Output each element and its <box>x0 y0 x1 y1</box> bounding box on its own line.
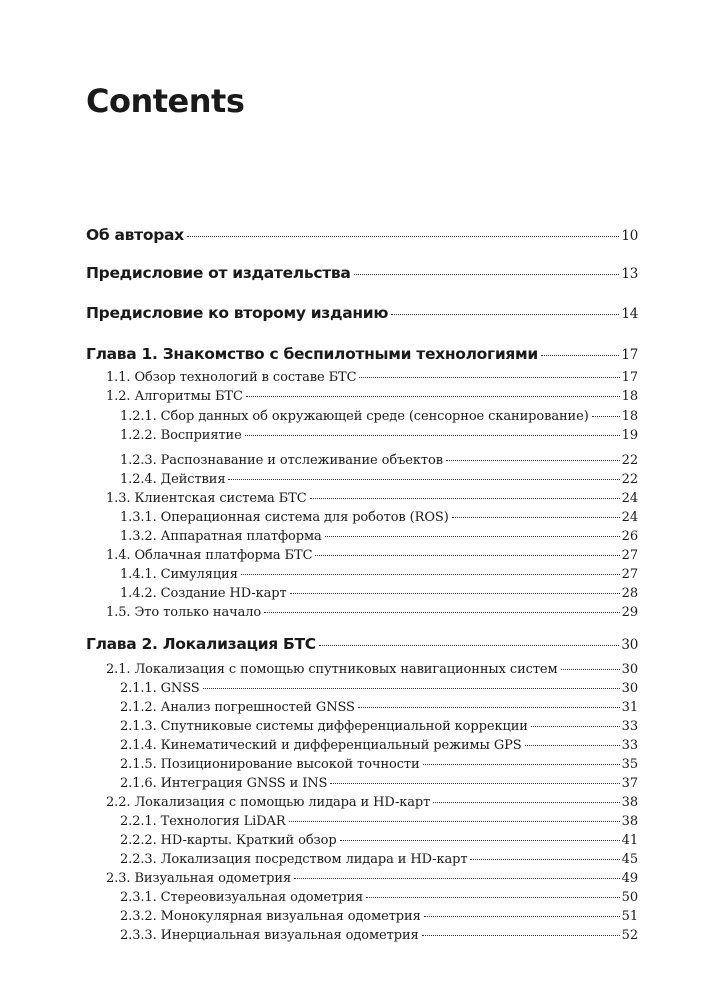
page-number: 28 <box>621 586 638 601</box>
dot-leader <box>531 726 620 727</box>
page-number: 50 <box>621 890 638 905</box>
toc-entry-title: 1.3.2. Аппаратная платформа <box>120 529 322 544</box>
toc-entry <box>120 814 638 829</box>
toc-entry <box>106 795 638 810</box>
toc-entry <box>120 890 638 905</box>
page-number: 27 <box>621 567 638 582</box>
toc-entry <box>106 370 638 385</box>
toc-entry-title: 2.1.5. Позиционирование высокой точности <box>120 757 420 772</box>
toc-section <box>86 264 638 282</box>
toc-entry-title: 2.2.3. Локализация посредством лидара и HD-карт <box>120 852 468 867</box>
toc-chapter <box>86 345 638 363</box>
dot-leader <box>541 355 619 356</box>
toc-entry-title: 1.2.4. Действия <box>120 472 226 487</box>
toc-entry-title: 2.1.1. GNSS <box>120 681 200 696</box>
dot-leader <box>354 274 620 275</box>
toc-entry-title: Глава 1. Знакомство с беспилотными технологиями <box>86 345 538 363</box>
page-number: 19 <box>621 428 638 443</box>
toc-entry <box>120 510 638 525</box>
toc-entry <box>120 852 638 867</box>
toc-entry-title: 1.2.2. Восприятие <box>120 428 242 443</box>
dot-leader <box>246 396 620 397</box>
dot-leader <box>264 612 620 613</box>
toc-entry-title: 1.2.1. Сбор данных об окружающей среде (сенсорное сканирование) <box>120 409 589 424</box>
toc-entry <box>120 738 638 753</box>
page-number: 51 <box>621 909 638 924</box>
page-number: 29 <box>621 605 638 620</box>
toc-entry-title: 2.2.2. HD-карты. Краткий обзор <box>120 833 337 848</box>
page-number: 52 <box>621 928 638 943</box>
toc-entry-title: 2.3. Визуальная одометрия <box>106 871 292 886</box>
toc-entry <box>120 567 638 582</box>
dot-leader <box>290 593 620 594</box>
toc-entry <box>106 389 638 404</box>
page-number: 24 <box>621 510 638 525</box>
page-number: 31 <box>621 700 638 715</box>
toc-entry-title: Об авторах <box>86 226 184 244</box>
toc-entry <box>106 605 638 620</box>
toc-entry <box>106 491 638 506</box>
page-number: 27 <box>621 548 638 563</box>
toc-entry-title: Предисловие от издательства <box>86 264 351 282</box>
toc-entry <box>120 757 638 772</box>
toc-entry-title: Предисловие ко второму изданию <box>86 304 389 322</box>
dot-leader <box>470 859 619 860</box>
dot-leader <box>325 536 620 537</box>
dot-leader <box>315 555 619 556</box>
page-number: 13 <box>621 266 638 282</box>
toc-entry-title: 2.1.2. Анализ погрешностей GNSS <box>120 700 355 715</box>
toc-entry-title: 2.3.2. Монокулярная визуальная одометрия <box>120 909 421 924</box>
toc-entry <box>106 662 638 677</box>
toc-entry-title: 1.3. Клиентская система БТС <box>106 491 307 506</box>
dot-leader <box>433 802 619 803</box>
toc-entry-title: 1.2. Алгоритмы БТС <box>106 389 243 404</box>
toc-entry <box>120 909 638 924</box>
toc-entry-title: 1.1. Обзор технологий в составе БТС <box>106 370 357 385</box>
dot-leader <box>525 745 620 746</box>
dot-leader <box>245 435 620 436</box>
dot-leader <box>319 645 620 646</box>
toc-entry <box>120 453 638 468</box>
page-number: 17 <box>621 370 638 385</box>
page-number: 26 <box>621 529 638 544</box>
dot-leader <box>358 707 620 708</box>
toc-entry-title: 1.5. Это только начало <box>106 605 262 620</box>
dot-leader <box>228 479 619 480</box>
page-number: 41 <box>621 833 638 848</box>
toc-entry-title: 1.4. Облачная платформа БТС <box>106 548 313 563</box>
dot-leader <box>187 236 620 237</box>
toc-entry <box>120 409 638 424</box>
toc-entry <box>120 529 638 544</box>
toc-entry-title: 2.3.1. Стереовизуальная одометрия <box>120 890 364 905</box>
toc-entry-title: 1.4.2. Создание HD-карт <box>120 586 287 601</box>
dot-leader <box>422 935 620 936</box>
page-number: 17 <box>621 347 638 363</box>
toc-entry <box>120 776 638 791</box>
toc-entry-title: 2.3.3. Инерциальная визуальная одометрия <box>120 928 419 943</box>
dot-leader <box>561 669 620 670</box>
page-number: 18 <box>621 409 638 424</box>
toc-entry-title: 1.2.3. Распознавание и отслеживание объектов <box>120 453 443 468</box>
toc-entry-title: 1.4.1. Симуляция <box>120 567 238 582</box>
toc-entry-title: 2.1.3. Спутниковые системы дифференциальной коррекции <box>120 719 528 734</box>
page-number: 22 <box>621 453 638 468</box>
dot-leader <box>340 840 620 841</box>
dot-leader <box>289 821 620 822</box>
dot-leader <box>391 314 619 315</box>
page-number: 37 <box>621 776 638 791</box>
toc-section <box>86 304 638 322</box>
page-title: Contents <box>86 82 245 120</box>
toc-entry <box>120 928 638 943</box>
toc-entry-title: 2.2.1. Технология LiDAR <box>120 814 286 829</box>
page-number: 30 <box>621 681 638 696</box>
toc-entry <box>120 586 638 601</box>
toc-entry-title: Глава 2. Локализация БТС <box>86 635 316 653</box>
dot-leader <box>203 688 620 689</box>
toc-entry <box>106 548 638 563</box>
page-number: 30 <box>621 637 638 653</box>
page-number: 18 <box>621 389 638 404</box>
page-number: 38 <box>621 814 638 829</box>
toc-entry <box>106 871 638 886</box>
page-number: 14 <box>621 306 638 322</box>
dot-leader <box>310 498 620 499</box>
toc-entry-title: 1.3.1. Операционная система для роботов (ROS) <box>120 510 449 525</box>
dot-leader <box>424 916 620 917</box>
toc-entry <box>120 700 638 715</box>
dot-leader <box>423 764 620 765</box>
page-number: 49 <box>621 871 638 886</box>
toc-chapter <box>86 635 638 653</box>
page-number: 30 <box>621 662 638 677</box>
toc-entry-title: 2.1.4. Кинематический и дифференциальный режимы GPS <box>120 738 522 753</box>
dot-leader <box>359 377 619 378</box>
page-number: 33 <box>621 738 638 753</box>
toc-entry <box>120 681 638 696</box>
toc-entry <box>120 719 638 734</box>
page-number: 24 <box>621 491 638 506</box>
dot-leader <box>330 783 619 784</box>
page-number: 45 <box>621 852 638 867</box>
toc-entry <box>120 472 638 487</box>
dot-leader <box>294 878 620 879</box>
dot-leader <box>592 416 620 417</box>
page-number: 10 <box>621 228 638 244</box>
page-number: 35 <box>621 757 638 772</box>
page-number: 22 <box>621 472 638 487</box>
toc-entry <box>120 428 638 443</box>
dot-leader <box>241 574 620 575</box>
page-number: 38 <box>621 795 638 810</box>
dot-leader <box>452 517 620 518</box>
toc-section <box>86 226 638 244</box>
toc-entry-title: 2.2. Локализация с помощью лидара и HD-карт <box>106 795 431 810</box>
dot-leader <box>446 460 620 461</box>
toc-entry-title: 2.1. Локализация с помощью спутниковых навигационных систем <box>106 662 558 677</box>
toc-entry-title: 2.1.6. Интеграция GNSS и INS <box>120 776 328 791</box>
dot-leader <box>366 897 620 898</box>
page-number: 33 <box>621 719 638 734</box>
toc-entry <box>120 833 638 848</box>
